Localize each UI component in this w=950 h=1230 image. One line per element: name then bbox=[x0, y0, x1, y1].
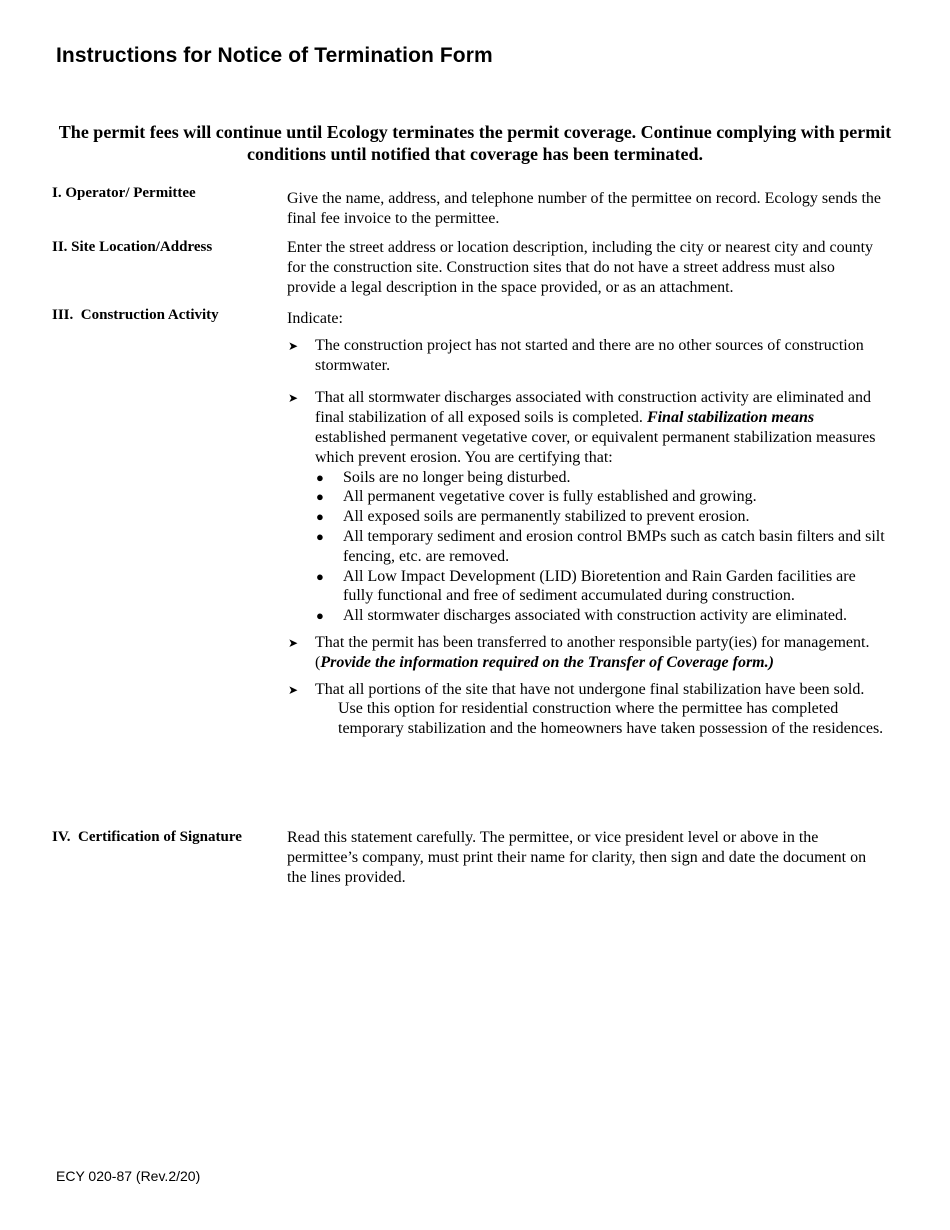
option-transferred bbox=[287, 633, 887, 673]
round-bullet-icon: ● bbox=[316, 489, 324, 505]
arrowhead-bullet-icon: ➤ bbox=[288, 682, 299, 697]
round-bullet-icon: ● bbox=[316, 509, 324, 525]
indicate-intro: Indicate: bbox=[287, 310, 343, 327]
section-label bbox=[52, 828, 242, 847]
option-text-cont: established permanent vegetative cover, or equivalent permanent stabilization measures which prevent erosion. You are certifying that: bbox=[315, 428, 876, 466]
certification-bullets bbox=[315, 468, 887, 626]
list-item: ● All stormwater discharges associated with construction activity are eliminated. bbox=[316, 607, 847, 625]
transfer-instruction: Provide the information required on the Transfer of Coverage form.) bbox=[320, 653, 774, 671]
section-label: I. Operator/ Permittee bbox=[52, 185, 196, 201]
option-note: Use this option for residential construction where the permittee has completed temporary stabilization and the homeowners have taken possession of the residences. bbox=[338, 700, 884, 738]
option-final-stabilization bbox=[287, 388, 887, 626]
list-item: ● Soils are no longer being disturbed. bbox=[316, 468, 571, 486]
list-item: ● All exposed soils are permanently stabilized to prevent erosion. bbox=[316, 508, 750, 526]
page-title: Instructions for Notice of Termination Form bbox=[56, 44, 493, 67]
fee-notice: The permit fees will continue until Ecology terminates the permit coverage. Continue complying with permit conditions until notified that coverage has been terminated. bbox=[58, 122, 892, 164]
list-item: ● All permanent vegetative cover is fully established and growing. bbox=[316, 488, 757, 506]
section-label bbox=[52, 306, 219, 325]
section-text: Read this statement carefully. The permittee, or vice president level or above in the permittee’s company, must print their name for clarity, then sign and date the document on the lines provided. bbox=[287, 829, 867, 886]
section-number: III. bbox=[52, 307, 74, 323]
section-title: Certification of Signature bbox=[78, 829, 242, 845]
option-not-started bbox=[287, 336, 887, 376]
section-body bbox=[287, 309, 887, 739]
list-item: ● All Low Impact Development (LID) Bioretention and Rain Garden facilities are fully functional and free of sediment accumulated during construction. bbox=[316, 567, 856, 605]
section-number: IV. bbox=[52, 829, 71, 845]
round-bullet-icon: ● bbox=[316, 528, 324, 544]
option-sold bbox=[287, 680, 887, 700]
option-text: That all portions of the site that have not undergone final stabilization have been sold. bbox=[315, 680, 865, 698]
section-title: Construction Activity bbox=[80, 307, 219, 323]
round-bullet-icon: ● bbox=[316, 568, 324, 584]
section-text: Give the name, address, and telephone number of the permittee on record. Ecology sends the final fee invoice to the permittee. bbox=[287, 190, 882, 227]
definition-term: Final stabilization means bbox=[646, 409, 815, 427]
form-number: ECY 020-87 (Rev.2/20) bbox=[56, 1168, 201, 1184]
section-text: Enter the street address or location description, including the city or nearest city and county for the construction site. Construction sites that do not have a street address must also provide a legal description in the space provided, or as an attachment. bbox=[287, 239, 874, 296]
round-bullet-icon: ● bbox=[316, 469, 324, 485]
list-item: ● All temporary sediment and erosion control BMPs such as catch basin filters and silt fencing, etc. are removed. bbox=[316, 527, 885, 565]
option-text: That all stormwater discharges associated with construction activity are eliminated and final stabilization of all exposed soils is completed. bbox=[315, 389, 871, 427]
section-label: II. Site Location/Address bbox=[52, 239, 213, 255]
round-bullet-icon: ● bbox=[316, 608, 324, 624]
arrowhead-bullet-icon: ➤ bbox=[288, 391, 299, 406]
arrowhead-bullet-icon: ➤ bbox=[288, 635, 299, 650]
option-text: That the permit has been transferred to another responsible party(ies) for management. ( bbox=[315, 633, 870, 671]
option-text: The construction project has not started and there are no other sources of construction stormwater. bbox=[315, 336, 864, 374]
arrowhead-bullet-icon: ➤ bbox=[288, 338, 299, 353]
